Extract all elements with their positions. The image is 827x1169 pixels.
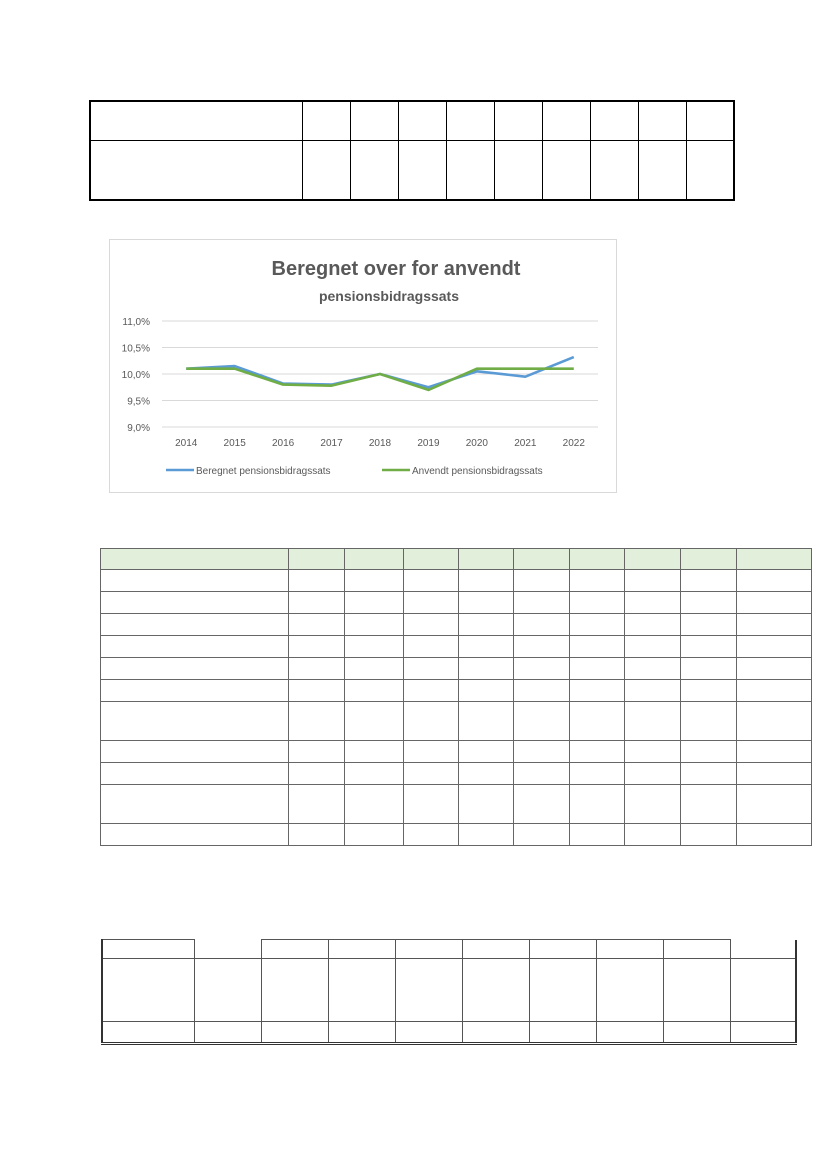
bottom-table (101, 939, 797, 1045)
chart-svg (110, 240, 616, 492)
legend-label: Anvendt pensionsbidragssats (412, 466, 543, 477)
x-tick-label: 2017 (320, 438, 343, 449)
x-tick-label: 2014 (175, 438, 198, 449)
table-row (90, 141, 734, 201)
x-tick-label: 2018 (368, 438, 392, 449)
table-header-row (101, 549, 812, 570)
table-row (101, 680, 812, 702)
table-row (101, 636, 812, 658)
table-row (102, 1021, 796, 1043)
table-row (101, 614, 812, 636)
y-tick-label: 11,0% (122, 317, 150, 328)
x-tick-label: 2019 (417, 438, 440, 449)
legend-label: Beregnet pensionsbidragssats (196, 466, 331, 477)
table-row (90, 101, 734, 141)
x-tick-label: 2016 (271, 438, 295, 449)
chart-subtitle: pensionsbidragssats (318, 288, 460, 304)
table-row (101, 785, 812, 824)
table-row (102, 959, 796, 1021)
x-tick-label: 2015 (223, 438, 246, 449)
x-tick-label: 2020 (465, 438, 489, 449)
chart-title: Beregnet over for anvendt (271, 258, 521, 280)
top-table (89, 100, 735, 201)
y-tick-label: 10,0% (121, 370, 150, 381)
y-tick-label: 9,0% (127, 423, 150, 434)
table-row (101, 592, 812, 614)
x-tick-label: 2021 (514, 438, 537, 449)
x-tick-label: 2022 (562, 438, 585, 449)
y-tick-label: 9,5% (127, 396, 150, 408)
table-row (101, 763, 812, 785)
table-row (101, 658, 812, 680)
table-row (102, 940, 796, 959)
middle-table (100, 548, 812, 846)
table-row (101, 824, 812, 846)
table-row (101, 741, 812, 763)
table-row (101, 570, 812, 592)
y-tick-label: 10,5% (121, 343, 150, 355)
series-line-2 (186, 369, 574, 390)
table-row (101, 702, 812, 741)
line-chart (109, 239, 617, 493)
